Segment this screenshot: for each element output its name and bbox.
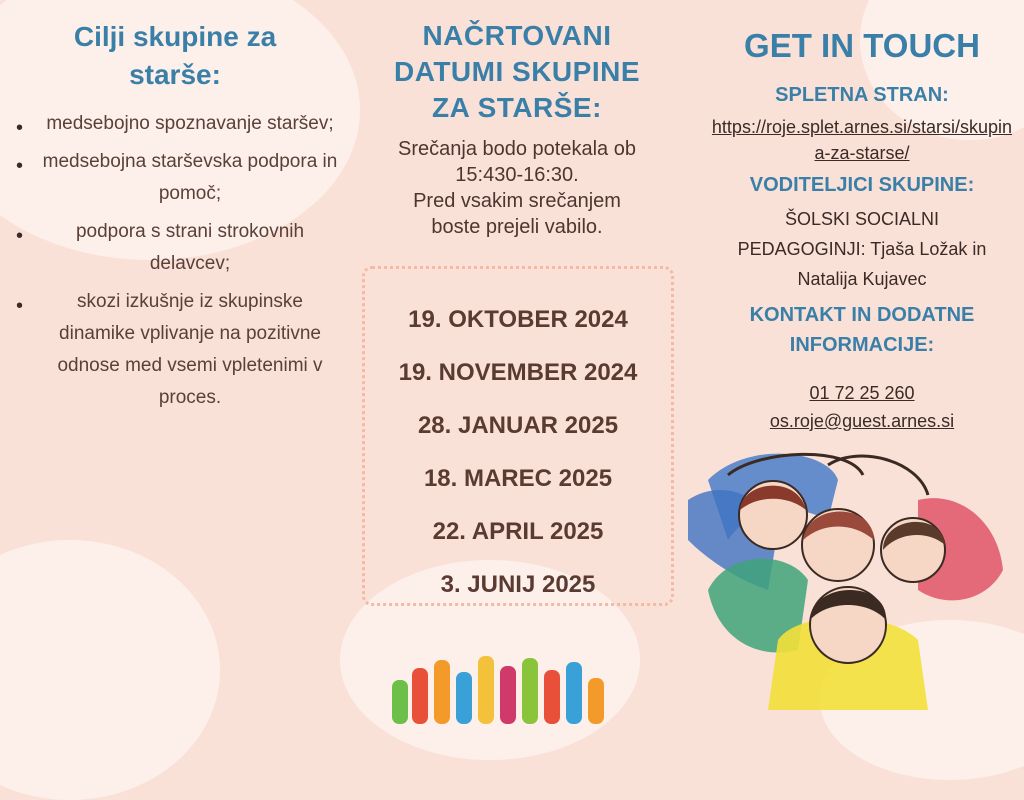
contact-heading: GET IN TOUCH — [744, 27, 980, 64]
goals-list — [0, 108, 350, 414]
dates-heading: NAČRTOVANI DATUMI SKUPINE ZA STARŠE: — [393, 20, 641, 123]
dates-box — [362, 266, 674, 606]
contact-column — [700, 0, 1024, 434]
invitation-text: Pred vsakim srečanjem boste prejeli vabilo. — [413, 190, 621, 238]
goals-column — [0, 0, 350, 420]
goal-item: • podpora s strani strokovnih delavcev; — [0, 216, 350, 280]
website-label: SPLETNA STRAN: — [775, 84, 949, 106]
date-item: 18. MAREC 2025 — [423, 465, 613, 492]
goal-item: • skozi izkušnje iz skupinske dinamike vplivanje na pozitivne odnose med vsemi vpletenimi v proces. — [0, 286, 350, 414]
date-item: 19. NOVEMBER 2024 — [398, 359, 638, 386]
dates-list — [365, 293, 671, 611]
contact-label: KONTAKT IN DODATNE INFORMACIJE: — [749, 304, 975, 356]
leaders-label: VODITELJICI SKUPINE: — [749, 174, 975, 196]
goal-item: • medsebojno spoznavanje staršev; — [0, 108, 350, 140]
goals-heading: Cilji skupine za starše: — [73, 21, 277, 90]
date-item: 19. OKTOBER 2024 — [408, 306, 628, 333]
date-item: 22. APRIL 2025 — [432, 518, 604, 545]
meeting-time-text: Srečanja bodo potekala ob 15:430-16:30. — [398, 138, 636, 186]
phone-link[interactable]: 01 72 25 260 — [809, 383, 915, 403]
email-link[interactable]: os.roje@guest.arnes.si — [769, 411, 955, 431]
people-illustration — [688, 440, 1008, 710]
goal-item: • medsebojna starševska podpora in pomoč; — [0, 146, 350, 210]
date-item: 28. JANUAR 2025 — [417, 412, 619, 439]
background-blob — [0, 540, 220, 800]
website-link[interactable]: https://roje.splet.arnes.si/starsi/skupina-za-starse/ — [711, 117, 1013, 163]
leaders-text: ŠOLSKI SOCIALNI PEDAGOGINJI: Tjaša Ložak in Natalija Kujavec — [737, 209, 987, 289]
date-item: 3. JUNIJ 2025 — [440, 571, 596, 598]
dates-column — [352, 0, 682, 598]
raised-hands-illustration — [382, 650, 622, 724]
